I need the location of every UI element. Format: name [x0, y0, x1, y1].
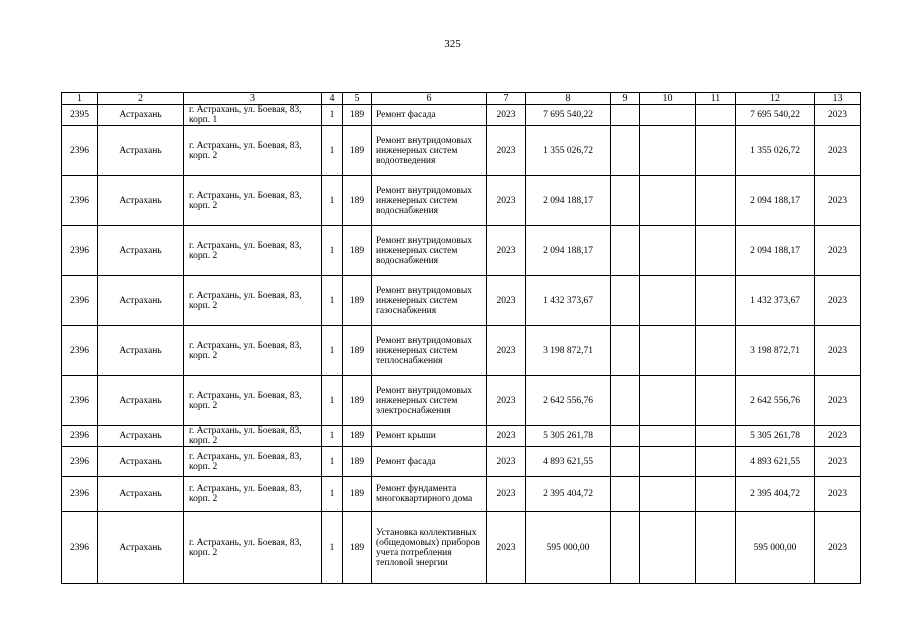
cell-address: г. Астрахань, ул. Боевая, 83, корп. 2 — [184, 126, 322, 176]
cell-year: 2023 — [487, 105, 526, 126]
cell-year-end: 2023 — [815, 276, 861, 326]
column-number: 5 — [343, 93, 372, 105]
cell-address: г. Астрахань, ул. Боевая, 83, корп. 2 — [184, 477, 322, 512]
cell-param-4: 1 — [322, 126, 343, 176]
cell-col-10 — [640, 126, 696, 176]
cell-cost-total: 3 198 872,71 — [736, 326, 815, 376]
cell-cost: 3 198 872,71 — [526, 326, 611, 376]
cell-work-type: Ремонт внутридомовых инженерных систем газоснабжения — [372, 276, 487, 326]
cell-col-9 — [611, 176, 640, 226]
cell-record-id: 2396 — [62, 447, 98, 477]
cell-work-type: Ремонт крыши — [372, 426, 487, 447]
cell-param-4: 1 — [322, 447, 343, 477]
column-number: 12 — [736, 93, 815, 105]
cell-col-10 — [640, 512, 696, 584]
cell-cost-total: 2 395 404,72 — [736, 477, 815, 512]
cell-col-11 — [696, 176, 736, 226]
cell-work-type: Ремонт внутридомовых инженерных систем водоотведения — [372, 126, 487, 176]
cell-col-10 — [640, 477, 696, 512]
table-row — [62, 176, 861, 226]
cell-cost: 595 000,00 — [526, 512, 611, 584]
cell-work-type: Ремонт внутридомовых инженерных систем водоснабжения — [372, 176, 487, 226]
cell-address: г. Астрахань, ул. Боевая, 83, корп. 1 — [184, 105, 322, 126]
cell-year: 2023 — [487, 447, 526, 477]
column-number: 7 — [487, 93, 526, 105]
cell-municipality: Астрахань — [98, 512, 184, 584]
cell-param-4: 1 — [322, 512, 343, 584]
cell-col-10 — [640, 226, 696, 276]
cell-municipality: Астрахань — [98, 426, 184, 447]
cell-year-end: 2023 — [815, 326, 861, 376]
cell-cost-total: 7 695 540,22 — [736, 105, 815, 126]
cell-col-10 — [640, 105, 696, 126]
cell-municipality: Астрахань — [98, 376, 184, 426]
cell-year-end: 2023 — [815, 376, 861, 426]
cell-work-type: Ремонт внутридомовых инженерных систем электроснабжения — [372, 376, 487, 426]
cell-record-id: 2396 — [62, 276, 98, 326]
cell-param-4: 1 — [322, 477, 343, 512]
cell-municipality: Астрахань — [98, 176, 184, 226]
cell-param-5: 189 — [343, 276, 372, 326]
cell-year-end: 2023 — [815, 512, 861, 584]
cell-col-11 — [696, 276, 736, 326]
cell-address: г. Астрахань, ул. Боевая, 83, корп. 2 — [184, 176, 322, 226]
cell-municipality: Астрахань — [98, 276, 184, 326]
cell-year: 2023 — [487, 426, 526, 447]
column-number: 10 — [640, 93, 696, 105]
cell-col-10 — [640, 426, 696, 447]
column-number: 6 — [372, 93, 487, 105]
cell-year-end: 2023 — [815, 126, 861, 176]
cell-record-id: 2396 — [62, 512, 98, 584]
cell-year: 2023 — [487, 226, 526, 276]
cell-col-11 — [696, 477, 736, 512]
cell-col-11 — [696, 447, 736, 477]
cell-col-11 — [696, 376, 736, 426]
cell-param-4: 1 — [322, 426, 343, 447]
cell-record-id: 2396 — [62, 176, 98, 226]
column-number: 1 — [62, 93, 98, 105]
cell-year: 2023 — [487, 512, 526, 584]
table-row — [62, 477, 861, 512]
cell-work-type: Ремонт фундамента многоквартирного дома — [372, 477, 487, 512]
column-number: 4 — [322, 93, 343, 105]
cell-address: г. Астрахань, ул. Боевая, 83, корп. 2 — [184, 276, 322, 326]
cell-municipality: Астрахань — [98, 126, 184, 176]
column-number: 3 — [184, 93, 322, 105]
cell-param-5: 189 — [343, 126, 372, 176]
column-number: 8 — [526, 93, 611, 105]
cell-param-4: 1 — [322, 226, 343, 276]
cell-record-id: 2395 — [62, 105, 98, 126]
cell-param-5: 189 — [343, 447, 372, 477]
cell-year: 2023 — [487, 326, 526, 376]
cell-work-type: Ремонт фасада — [372, 105, 487, 126]
cell-municipality: Астрахань — [98, 226, 184, 276]
cell-cost: 2 395 404,72 — [526, 477, 611, 512]
cell-cost-total: 4 893 621,55 — [736, 447, 815, 477]
cell-cost: 7 695 540,22 — [526, 105, 611, 126]
cell-municipality: Астрахань — [98, 447, 184, 477]
cell-year-end: 2023 — [815, 226, 861, 276]
cell-col-9 — [611, 426, 640, 447]
table-row — [62, 126, 861, 176]
cell-col-11 — [696, 226, 736, 276]
table-row — [62, 226, 861, 276]
cell-col-10 — [640, 447, 696, 477]
page-number: 325 — [444, 38, 461, 50]
cell-cost: 2 094 188,17 — [526, 226, 611, 276]
cell-col-9 — [611, 326, 640, 376]
cell-record-id: 2396 — [62, 326, 98, 376]
capital-repair-table — [61, 92, 861, 584]
cell-col-9 — [611, 105, 640, 126]
table-row — [62, 447, 861, 477]
cell-col-9 — [611, 226, 640, 276]
cell-cost: 5 305 261,78 — [526, 426, 611, 447]
cell-col-10 — [640, 176, 696, 226]
cell-param-5: 189 — [343, 477, 372, 512]
cell-year: 2023 — [487, 376, 526, 426]
cell-municipality: Астрахань — [98, 105, 184, 126]
cell-year: 2023 — [487, 126, 526, 176]
cell-col-9 — [611, 447, 640, 477]
column-number: 13 — [815, 93, 861, 105]
cell-cost: 2 094 188,17 — [526, 176, 611, 226]
cell-address: г. Астрахань, ул. Боевая, 83, корп. 2 — [184, 326, 322, 376]
cell-address: г. Астрахань, ул. Боевая, 83, корп. 2 — [184, 447, 322, 477]
column-number: 2 — [98, 93, 184, 105]
cell-col-9 — [611, 276, 640, 326]
cell-year-end: 2023 — [815, 426, 861, 447]
table-row — [62, 426, 861, 447]
cell-col-10 — [640, 276, 696, 326]
cell-col-10 — [640, 326, 696, 376]
column-number: 11 — [696, 93, 736, 105]
cell-col-11 — [696, 426, 736, 447]
cell-param-4: 1 — [322, 105, 343, 126]
cell-cost: 1 432 373,67 — [526, 276, 611, 326]
cell-param-4: 1 — [322, 276, 343, 326]
cell-cost-total: 2 094 188,17 — [736, 176, 815, 226]
cell-cost: 1 355 026,72 — [526, 126, 611, 176]
table-row — [62, 276, 861, 326]
cell-address: г. Астрахань, ул. Боевая, 83, корп. 2 — [184, 426, 322, 447]
cell-work-type: Ремонт фасада — [372, 447, 487, 477]
cell-cost: 2 642 556,76 — [526, 376, 611, 426]
cell-record-id: 2396 — [62, 226, 98, 276]
cell-address: г. Астрахань, ул. Боевая, 83, корп. 2 — [184, 512, 322, 584]
cell-col-9 — [611, 477, 640, 512]
cell-year-end: 2023 — [815, 176, 861, 226]
cell-cost-total: 2 642 556,76 — [736, 376, 815, 426]
cell-work-type: Установка коллективных (общедомовых) приборов учета потребления тепловой энергии — [372, 512, 487, 584]
cell-param-5: 189 — [343, 105, 372, 126]
cell-record-id: 2396 — [62, 376, 98, 426]
cell-year: 2023 — [487, 176, 526, 226]
cell-year: 2023 — [487, 276, 526, 326]
cell-col-11 — [696, 105, 736, 126]
cell-year-end: 2023 — [815, 105, 861, 126]
cell-param-5: 189 — [343, 226, 372, 276]
cell-param-4: 1 — [322, 176, 343, 226]
cell-param-5: 189 — [343, 176, 372, 226]
cell-year-end: 2023 — [815, 477, 861, 512]
cell-cost-total: 5 305 261,78 — [736, 426, 815, 447]
cell-col-11 — [696, 326, 736, 376]
column-numbers-row — [62, 93, 861, 105]
cell-param-4: 1 — [322, 376, 343, 426]
cell-param-4: 1 — [322, 326, 343, 376]
cell-param-5: 189 — [343, 376, 372, 426]
table-row — [62, 326, 861, 376]
cell-cost-total: 1 432 373,67 — [736, 276, 815, 326]
cell-address: г. Астрахань, ул. Боевая, 83, корп. 2 — [184, 376, 322, 426]
cell-col-9 — [611, 512, 640, 584]
cell-record-id: 2396 — [62, 426, 98, 447]
cell-col-9 — [611, 376, 640, 426]
cell-municipality: Астрахань — [98, 477, 184, 512]
table-row — [62, 376, 861, 426]
cell-municipality: Астрахань — [98, 326, 184, 376]
cell-param-5: 189 — [343, 512, 372, 584]
cell-cost: 4 893 621,55 — [526, 447, 611, 477]
cell-col-10 — [640, 376, 696, 426]
table-body — [62, 93, 861, 584]
cell-cost-total: 1 355 026,72 — [736, 126, 815, 176]
cell-col-11 — [696, 512, 736, 584]
cell-col-9 — [611, 126, 640, 176]
cell-col-11 — [696, 126, 736, 176]
cell-record-id: 2396 — [62, 126, 98, 176]
cell-cost-total: 2 094 188,17 — [736, 226, 815, 276]
column-number: 9 — [611, 93, 640, 105]
cell-cost-total: 595 000,00 — [736, 512, 815, 584]
table-row — [62, 105, 861, 126]
cell-work-type: Ремонт внутридомовых инженерных систем теплоснабжения — [372, 326, 487, 376]
cell-year-end: 2023 — [815, 447, 861, 477]
cell-work-type: Ремонт внутридомовых инженерных систем водоснабжения — [372, 226, 487, 276]
cell-record-id: 2396 — [62, 477, 98, 512]
cell-year: 2023 — [487, 477, 526, 512]
cell-address: г. Астрахань, ул. Боевая, 83, корп. 2 — [184, 226, 322, 276]
table-row — [62, 512, 861, 584]
cell-param-5: 189 — [343, 326, 372, 376]
cell-param-5: 189 — [343, 426, 372, 447]
